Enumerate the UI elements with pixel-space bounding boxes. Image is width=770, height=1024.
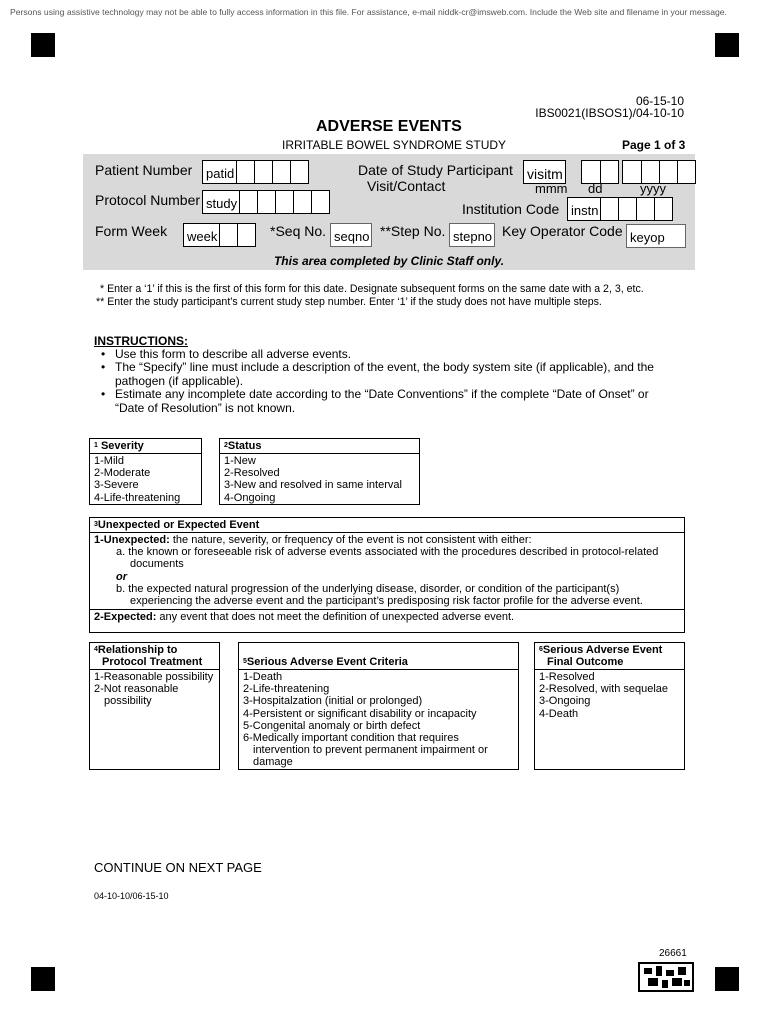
severity-key-title: $^1$ Severity (90, 439, 201, 454)
key-operator-label: Key Operator Code (502, 223, 623, 239)
form-week-label: Form Week (95, 223, 168, 239)
visit-date-label-line2: Visit/Contact (367, 178, 446, 194)
step-no-placeholder: stepno (453, 229, 493, 244)
protocol-number-placeholder: study (206, 196, 238, 211)
status-key-box (219, 438, 420, 505)
instruction-item: • Use this form to describe all adverse events. (101, 347, 352, 361)
step-no-field[interactable] (449, 223, 495, 247)
outcome-key-box (534, 642, 685, 770)
form-week-field[interactable] (183, 223, 256, 247)
patient-number-label: Patient Number (95, 162, 193, 178)
barcode-icon (638, 962, 694, 992)
relationship-key-box (89, 642, 220, 770)
registration-mark-bottom-left (31, 967, 55, 991)
instructions-title: INSTRUCTIONS: (94, 334, 188, 348)
registration-mark-bottom-right (715, 967, 739, 991)
seq-no-field[interactable] (330, 223, 372, 247)
unexpected-event-definitions: 1-Unexpected: the nature, severity, or frequency of the event is not consistent with either: a. the known or foreseeable risk of adverse events associated with the procedures described in protocol-related documents or b. the expected natural progression of the underlying disease, disorder, or condition of the participant(s) experiencing the adverse event and the participant’s predisposing risk factor profile for the adverse event. 2-Expected: any event that does not meet the definition of unexpected adverse event. (90, 533, 684, 624)
relationship-key-title: $^4$Relationship to Protocol Treatment (90, 643, 219, 670)
severity-key-list: 1-Mild 2-Moderate 3-Severe 4-Life-threatening (94, 455, 181, 504)
serious-criteria-key-list: 1-Death 2-Life-threatening 3-Hospitalzation (initial or prolonged) 4-Persistent or significant disability or incapacity 5-Congenital anomaly or birth defect 6-Medically important condition that requires intervention to prevent permanent impairment or damage (243, 671, 488, 769)
unexpected-event-key-box (89, 517, 685, 633)
page-title: ADVERSE EVENTS (316, 118, 462, 135)
seq-no-placeholder: seqno (334, 229, 370, 244)
step-no-label: **Step No. (380, 223, 446, 239)
document-number: 26661 (659, 948, 687, 959)
day-format-label: dd (588, 181, 603, 196)
relationship-key-list: 1-Reasonable possibility 2-Not reasonable possibility (94, 671, 214, 708)
institution-code-field[interactable] (567, 197, 673, 221)
form-week-placeholder: week (187, 229, 218, 244)
instruction-item: • The “Specify” line must include a description of the event, the body system site (if applicable), and the pathogen (if applicable). (101, 360, 654, 388)
institution-code-placeholder: instn (571, 203, 599, 218)
page-number: Page 1 of 3 (622, 138, 686, 152)
continue-next-page: CONTINUE ON NEXT PAGE (94, 860, 262, 875)
serious-criteria-key-title: $^5$Serious Adverse Event Criteria (239, 643, 518, 670)
seq-no-footnote: * Enter a ‘1’ if this is the first of this form for this date. Designate subsequent forms on the same date with a 2, 3, etc. (100, 283, 644, 295)
instruction-item: • Estimate any incomplete date according to the “Date Conventions” if the complete “Date of Onset” or “Date of Resolution” is not known. (101, 387, 649, 415)
form-id: IBS0021(IBSOS1)/04-10-10 (535, 106, 684, 120)
form-date: 06-15-10 (635, 94, 684, 108)
patient-number-field[interactable] (202, 160, 309, 184)
staff-only-note: This area completed by Clinic Staff only. (273, 254, 505, 268)
visit-date-label-line1: Date of Study Participant (358, 162, 513, 178)
outcome-key-list: 1-Resolved 2-Resolved, with sequelae 3-Ongoing 4-Death (539, 671, 669, 720)
serious-criteria-key-box (238, 642, 519, 770)
year-format-label: yyyy (640, 181, 666, 196)
status-key-list: 1-New 2-Resolved 3-New and resolved in same interval 4-Ongoing (224, 455, 402, 504)
step-no-footnote: ** Enter the study participant’s current study step number. Enter ‘1’ if the study does not have multiple steps. (96, 296, 602, 308)
outcome-key-title: $^6$Serious Adverse Event Final Outcome (535, 643, 684, 670)
accessibility-notice: Persons using assistive technology may not be able to fully access information in this file. For assistance, e-mail niddk-cr@imsweb.com. Include the Web site and filename in your message. (10, 7, 727, 17)
month-format-label: mmm (535, 181, 568, 196)
visit-month-placeholder: visitm (527, 166, 563, 182)
institution-code-label: Institution Code (462, 201, 560, 217)
instructions-list (94, 348, 674, 415)
unexpected-event-key-title: $^3$Unexpected or Expected Event (90, 518, 684, 533)
key-operator-placeholder: keyop (630, 230, 665, 245)
seq-no-label: *Seq No. (270, 223, 327, 239)
key-operator-field[interactable] (626, 224, 686, 248)
registration-mark-top-right (715, 33, 739, 57)
patient-number-placeholder: patid (206, 166, 235, 181)
status-key-title: $^2$Status (220, 439, 419, 454)
footer-version-date: 04-10-10/06-15-10 (94, 891, 169, 901)
protocol-number-field[interactable] (202, 190, 330, 214)
study-name: IRRITABLE BOWEL SYNDROME STUDY (282, 138, 507, 152)
registration-mark-top-left (31, 33, 55, 57)
severity-key-box (89, 438, 202, 505)
protocol-number-label: Protocol Number (95, 192, 201, 208)
